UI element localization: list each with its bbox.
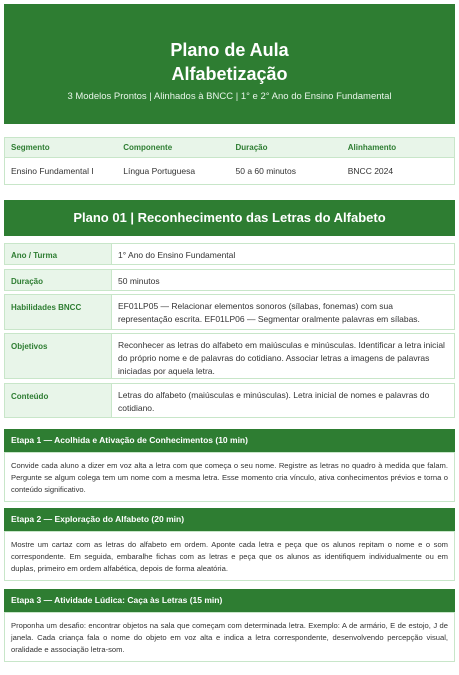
summary-table xyxy=(4,137,455,185)
table-cell: 50 a 60 minutos xyxy=(235,166,296,176)
document-title-line-2: Alfabetização xyxy=(171,64,288,84)
field-row-duracao xyxy=(4,269,455,291)
plan-title: Plano 01 | Reconhecimento das Letras do Alfabeto xyxy=(4,200,455,236)
field-label: Duração xyxy=(5,270,112,290)
stage-1-title: Etapa 1 — Acolhida e Ativação de Conhecimentos (10 min) xyxy=(4,429,455,452)
stage-1-text: Convide cada aluno a dizer em voz alta a letra com que começa o seu nome. Registre as letras no quadro à medida que falam. Pergunte se algum colega tem um nome com a mesma letra. Esse momento cria vínculo, ativa conhecimentos prévios e torna o conteúdo significativo. xyxy=(4,452,455,502)
field-label: Objetivos xyxy=(5,334,112,378)
document-subtitle: 3 Modelos Prontos | Alinhados à BNCC | 1° e 2° Ano do Ensino Fundamental xyxy=(67,91,392,102)
field-value: 50 minutos xyxy=(118,276,160,286)
field-label: Conteúdo xyxy=(5,384,112,417)
stage-2-text: Mostre um cartaz com as letras do alfabeto em ordem. Aponte cada letra e peça que os alunos repitam o nome e o som correspondente. Em seguida, embaralhe fichas com as letras e peça que os alunos as identifiquem individualmente ou em duplas, primeiro em ordem alfabética, depois de forma aleatória. xyxy=(4,531,455,581)
stage-3-text: Proponha um desafio: encontrar objetos na sala que começam com determinada letra. Exemplo: A de armário, E de estojo, J de janela. Cada criança fala o nome do objeto em voz alta e indica a letra correspondente, desenvolvendo percepção visual, oralidade e associação letra-som. xyxy=(4,612,455,662)
summary-table-header xyxy=(5,138,454,158)
field-value: Letras do alfabeto (maiúsculas e minúsculas). Letra inicial de nomes e palavras do cotidiano. xyxy=(118,390,430,413)
header-cell: Duração xyxy=(235,143,268,152)
field-value: Reconhecer as letras do alfabeto em maiúsculas e minúsculas. Identificar a letra inicial do próprio nome e de palavras do cotidiano. Associar letras a imagens de palavras iniciadas por aquela letra. xyxy=(118,340,445,376)
summary-table-row xyxy=(5,158,454,185)
header-cell: Componente xyxy=(123,143,173,152)
field-row-objetivos xyxy=(4,333,455,379)
field-value: 1° Ano do Ensino Fundamental xyxy=(118,250,236,260)
field-row-conteudo xyxy=(4,383,455,418)
field-row-habilidades xyxy=(4,294,455,330)
field-label: Ano / Turma xyxy=(5,244,112,264)
stage-3-title: Etapa 3 — Atividade Lúdica: Caça às Letras (15 min) xyxy=(4,589,455,612)
table-cell: Língua Portuguesa xyxy=(123,166,196,176)
field-value: EF01LP05 — Relacionar elementos sonoros (sílabas, fonemas) com sua representação escrita. EF01LP06 — Segmentar oralmente palavras em sílabas. xyxy=(118,301,420,324)
table-cell: Ensino Fundamental I xyxy=(11,166,94,176)
field-row-ano-turma xyxy=(4,243,455,265)
stage-2-title: Etapa 2 — Exploração do Alfabeto (20 min) xyxy=(4,508,455,531)
document-title-line-1: Plano de Aula xyxy=(170,40,289,60)
header-cell: Segmento xyxy=(11,143,50,152)
field-label: Habilidades BNCC xyxy=(5,295,112,329)
table-cell: BNCC 2024 xyxy=(347,166,394,176)
header-cell: Alinhamento xyxy=(347,143,397,152)
document-header xyxy=(4,4,455,124)
